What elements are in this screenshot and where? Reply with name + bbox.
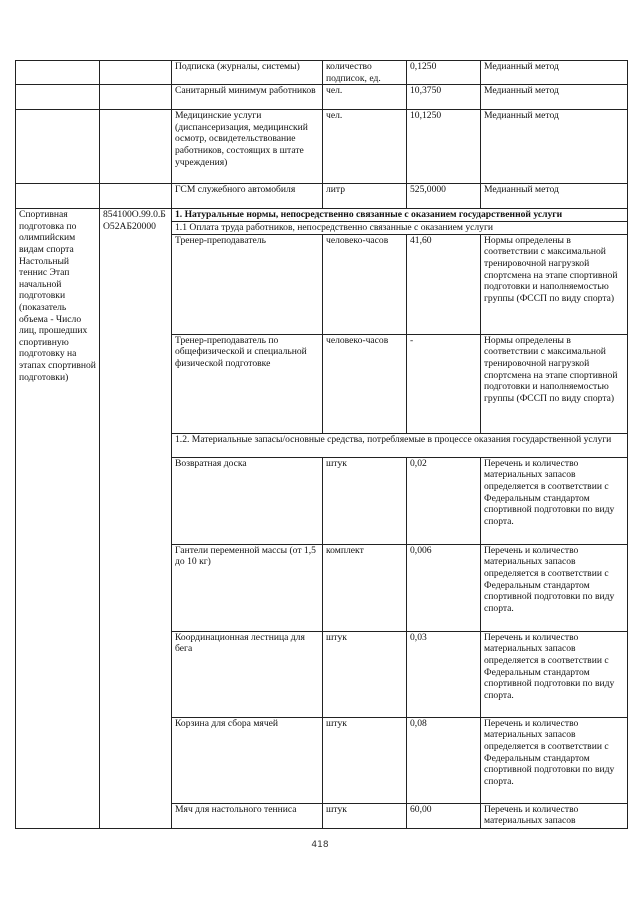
norm-name-cell: Тренер-преподаватель bbox=[172, 234, 323, 334]
norm-unit-cell: количество подписок, ед. bbox=[323, 61, 407, 85]
norm-name-cell: Корзина для сбора мячей bbox=[172, 717, 323, 803]
norm-note-cell: Нормы определены в соответствии с максимальной тренировочной нагрузкой спортсмена на этапе спортивной подготовки и наполняемостью группы (ФССП по виду спорта) bbox=[481, 334, 628, 433]
norm-note-cell: Перечень и количество материальных запасов определяется в соответствии с Федеральным стандартом спортивной подготовки по виду спорта. bbox=[481, 631, 628, 717]
empty-code-cell bbox=[100, 61, 172, 85]
norm-value-cell: 41,60 bbox=[407, 234, 481, 334]
section-heading: 1. Натуральные нормы, непосредственно связанные с оказанием государственной услуги bbox=[172, 209, 628, 222]
norm-value-cell: 0,1250 bbox=[407, 61, 481, 85]
norm-name-cell: Тренер-преподаватель по общефизической и специальной физической подготовке bbox=[172, 334, 323, 433]
norm-value-cell: 525,0000 bbox=[407, 184, 481, 209]
empty-service-cell bbox=[16, 184, 100, 209]
empty-service-cell bbox=[16, 85, 100, 110]
norm-name-cell: Возвратная доска bbox=[172, 457, 323, 544]
norm-method-cell: Медианный метод bbox=[481, 61, 628, 85]
empty-code-cell bbox=[100, 110, 172, 184]
empty-service-cell bbox=[16, 110, 100, 184]
subsection-heading: 1.1 Оплата труда работников, непосредственно связанные с оказанием услуги bbox=[172, 222, 628, 235]
normative-costs-table bbox=[15, 60, 628, 829]
norm-unit-cell: чел. bbox=[323, 110, 407, 184]
norm-unit-cell: штук bbox=[323, 717, 407, 803]
norm-note-cell: Перечень и количество материальных запасов bbox=[481, 803, 628, 828]
norm-value-cell: 0,03 bbox=[407, 631, 481, 717]
norm-name-cell: Подписка (журналы, системы) bbox=[172, 61, 323, 85]
norm-name-cell: Мяч для настольного тенниса bbox=[172, 803, 323, 828]
norm-value-cell: 10,3750 bbox=[407, 85, 481, 110]
norm-unit-cell: штук bbox=[323, 803, 407, 828]
norm-name-cell: Санитарный минимум работников bbox=[172, 85, 323, 110]
norm-name-cell: ГСМ служебного автомобиля bbox=[172, 184, 323, 209]
norm-unit-cell: литр bbox=[323, 184, 407, 209]
norm-value-cell: 0,006 bbox=[407, 544, 481, 631]
norm-unit-cell: чел. bbox=[323, 85, 407, 110]
table-row bbox=[16, 85, 628, 110]
table-row bbox=[16, 184, 628, 209]
norm-method-cell: Медианный метод bbox=[481, 110, 628, 184]
norm-unit-cell: человеко-часов bbox=[323, 234, 407, 334]
norm-note-cell: Нормы определены в соответствии с максимальной тренировочной нагрузкой спортсмена на этапе спортивной подготовки и наполняемостью группы (ФССП по виду спорта) bbox=[481, 234, 628, 334]
norm-unit-cell: штук bbox=[323, 457, 407, 544]
norm-value-cell: 0,02 bbox=[407, 457, 481, 544]
table-row bbox=[16, 110, 628, 184]
norm-note-cell: Перечень и количество материальных запасов определяется в соответствии с Федеральным стандартом спортивной подготовки по виду спорта. bbox=[481, 544, 628, 631]
norm-value-cell: 10,1250 bbox=[407, 110, 481, 184]
norm-note-cell: Перечень и количество материальных запасов определяется в соответствии с Федеральным стандартом спортивной подготовки по виду спорта. bbox=[481, 717, 628, 803]
norm-unit-cell: штук bbox=[323, 631, 407, 717]
norm-value-cell: 60,00 bbox=[407, 803, 481, 828]
norm-value-cell: 0,08 bbox=[407, 717, 481, 803]
norm-name-cell: Координационная лестница для бега bbox=[172, 631, 323, 717]
norm-method-cell: Медианный метод bbox=[481, 85, 628, 110]
service-name-cell: Спортивная подготовка по олимпийским видам спорта Настольный теннис Этап начальной подготовки (показатель объема - Число лиц, прошедших спортивную подготовку на этапах спортивной подготовки) bbox=[16, 209, 100, 829]
subsection-heading: 1.2. Материальные запасы/основные средства, потребляемые в процессе оказания государственной услуги bbox=[172, 433, 628, 457]
page-number: 418 bbox=[311, 840, 329, 850]
norm-name-cell: Гантели переменной массы (от 1,5 до 10 кг) bbox=[172, 544, 323, 631]
service-code-cell: 854100О.99.0.БО52АБ20000 bbox=[100, 209, 172, 829]
table-row bbox=[16, 209, 628, 222]
norm-note-cell: Перечень и количество материальных запасов определяется в соответствии с Федеральным стандартом спортивной подготовки по виду спорта. bbox=[481, 457, 628, 544]
empty-code-cell bbox=[100, 85, 172, 110]
empty-code-cell bbox=[100, 184, 172, 209]
norm-value-cell: - bbox=[407, 334, 481, 433]
table-row bbox=[16, 61, 628, 85]
empty-service-cell bbox=[16, 61, 100, 85]
norm-unit-cell: комплект bbox=[323, 544, 407, 631]
norm-unit-cell: человеко-часов bbox=[323, 334, 407, 433]
norm-name-cell: Медицинские услуги (диспансеризация, медицинский осмотр, освидетельствование работников, состоящих в штате учреждения) bbox=[172, 110, 323, 184]
norm-method-cell: Медианный метод bbox=[481, 184, 628, 209]
